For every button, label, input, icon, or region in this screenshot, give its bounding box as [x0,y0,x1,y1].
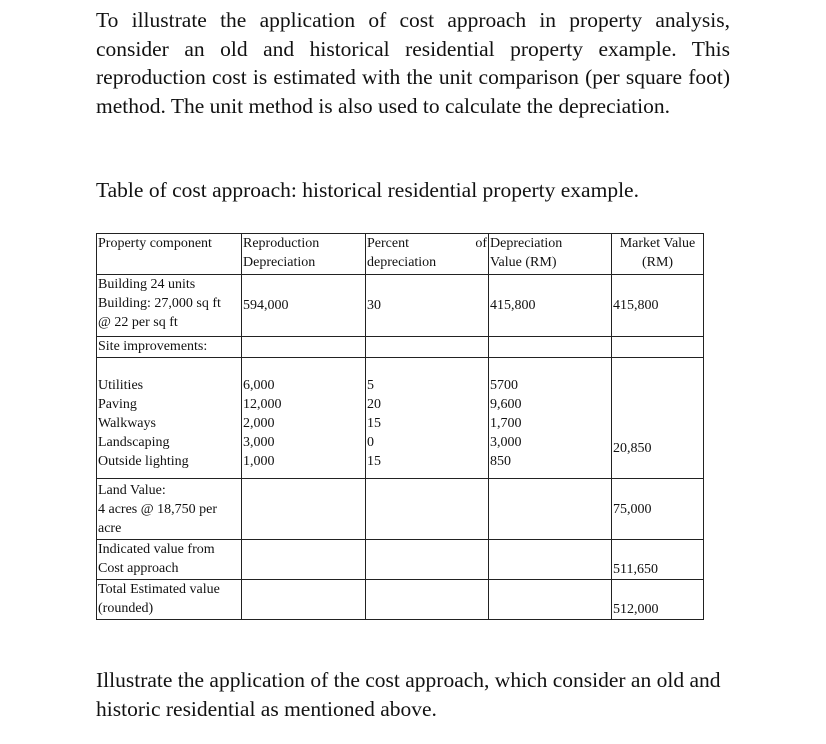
land-value-cell: Land Value: 4 acres @ 18,750 per acre [97,479,242,540]
site-item-name: Paving [98,397,137,412]
site-items-percent-cell: 5 20 15 0 15 [366,358,489,479]
intro-paragraph: To illustrate the application of cost approach in property analysis, consider an old and historical residential property example. This reproduction cost is estimated with the unit comparison (per square foot) method. The unit method is also used to calculate the depreciation. [96,8,730,118]
site-item-name: Utilities [98,378,144,393]
header-reproduction-depreciation: Reproduction Depreciation [242,234,366,275]
table-row-building [97,275,704,337]
site-items-depreciation-value-cell: 5700 9,600 1,700 3,000 850 [489,358,612,479]
site-items-market-value-cell: 20,850 [612,358,704,479]
table-row-total-estimated [97,580,704,620]
outro-paragraph: Illustrate the application of the cost approach, which consider an old and historic residential as mentioned above. [96,668,721,721]
site-item-name: Outside lighting [98,454,189,469]
table-row-land-value [97,479,704,540]
site-item-name: Landscaping [98,435,170,450]
site-items-names-cell [97,358,242,479]
table-row-indicated-value [97,540,704,580]
header-depreciation-value: Depreciation Value (RM) [489,234,612,275]
total-market-value-cell: 512,000 [612,580,704,620]
land-market-value-cell: 75,000 [612,479,704,540]
building-depreciation-value-cell: 415,800 [489,275,612,337]
header-percent-of-depreciation: Percent of depreciation [366,234,489,275]
cost-approach-table [96,233,704,620]
header-market-value: Market Value (RM) [612,234,704,275]
site-item-name: Walkways [98,416,156,431]
table-row-site-improvements [97,337,704,358]
indicated-value-cell: Indicated value from Cost approach [97,540,242,580]
building-market-value-cell: 415,800 [612,275,704,337]
indicated-market-value-cell: 511,650 [612,540,704,580]
table-row-site-items [97,358,704,479]
building-percent-cell: 30 [366,275,489,337]
site-items-reproduction-cell: 6,000 12,000 2,000 3,000 1,000 [242,358,366,479]
building-component-cell: Building 24 units Building: 27,000 sq ft @ 22 per sq ft [97,275,242,337]
total-estimated-cell: Total Estimated value (rounded) [97,580,242,620]
building-reproduction-cell: 594,000 [242,275,366,337]
site-improvements-label: Site improvements: [97,337,242,358]
table-caption: Table of cost approach: historical residential property example. [96,178,639,202]
header-property-component: Property component [97,234,242,275]
table-header-row [97,234,704,275]
